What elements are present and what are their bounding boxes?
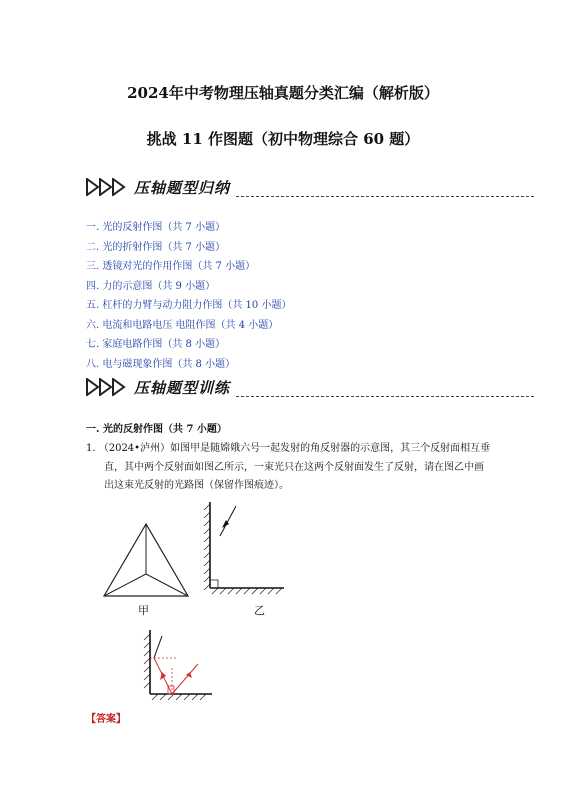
- training-banner: [86, 376, 230, 398]
- figure-caption-b: 乙: [254, 604, 265, 617]
- summary-banner: [86, 176, 230, 198]
- toc-item[interactable]: 六. 电流和电路电压 电阻作图（共 4 小题）: [86, 319, 279, 331]
- toc-item[interactable]: 一. 光的反射作图（共 7 小题）: [86, 222, 226, 233]
- triple-arrow-icon: [86, 178, 128, 196]
- section-heading: 一. 光的反射作图（共 7 小题）: [86, 424, 227, 435]
- summary-banner-label: 压轴题型归纳: [134, 178, 231, 197]
- question-line: 直，其中两个反射面如图乙所示，一束光只在这两个反射面发生了反射，请在图乙中画: [104, 461, 484, 473]
- training-banner-label: 压轴题型训练: [134, 378, 231, 397]
- two-mirror-figure: [200, 500, 300, 602]
- toc-item[interactable]: 三. 透镜对光的作用作图（共 7 小题）: [86, 261, 256, 272]
- toc-item[interactable]: 四. 力的示意图（共 9 小题）: [86, 280, 216, 292]
- divider: [236, 196, 534, 197]
- figure-caption-a: 甲: [138, 604, 149, 617]
- answer-label: 【答案】: [86, 714, 126, 725]
- corner-reflector-figure: [100, 520, 192, 600]
- answer-figure: [140, 628, 220, 702]
- triple-arrow-icon: [86, 378, 128, 396]
- question-text: [86, 440, 491, 496]
- toc-item[interactable]: 二. 光的折射作图（共 7 小题）: [86, 241, 226, 253]
- divider: [236, 396, 534, 397]
- question-line: 出这束光反射的光路图（保留作图痕迹）。: [104, 480, 289, 491]
- toc-item[interactable]: 八. 电与磁现象作图（共 8 小题）: [86, 358, 236, 370]
- question-line: 1. （2024•泸州）如图甲是随嫦娥六号一起发射的角反射器的示意图，其三个反射面相互垂: [86, 443, 491, 454]
- toc-item[interactable]: 五. 杠杆的力臂与动力阻力作图（共 10 小题）: [86, 300, 292, 311]
- toc-list: [86, 218, 291, 374]
- toc-item[interactable]: 七. 家庭电路作图（共 8 小题）: [86, 339, 226, 350]
- page-subtitle: 挑战 11 作图题（初中物理综合 60 题）: [146, 130, 420, 148]
- page-title: 2024年中考物理压轴真题分类汇编（解析版）: [127, 84, 439, 102]
